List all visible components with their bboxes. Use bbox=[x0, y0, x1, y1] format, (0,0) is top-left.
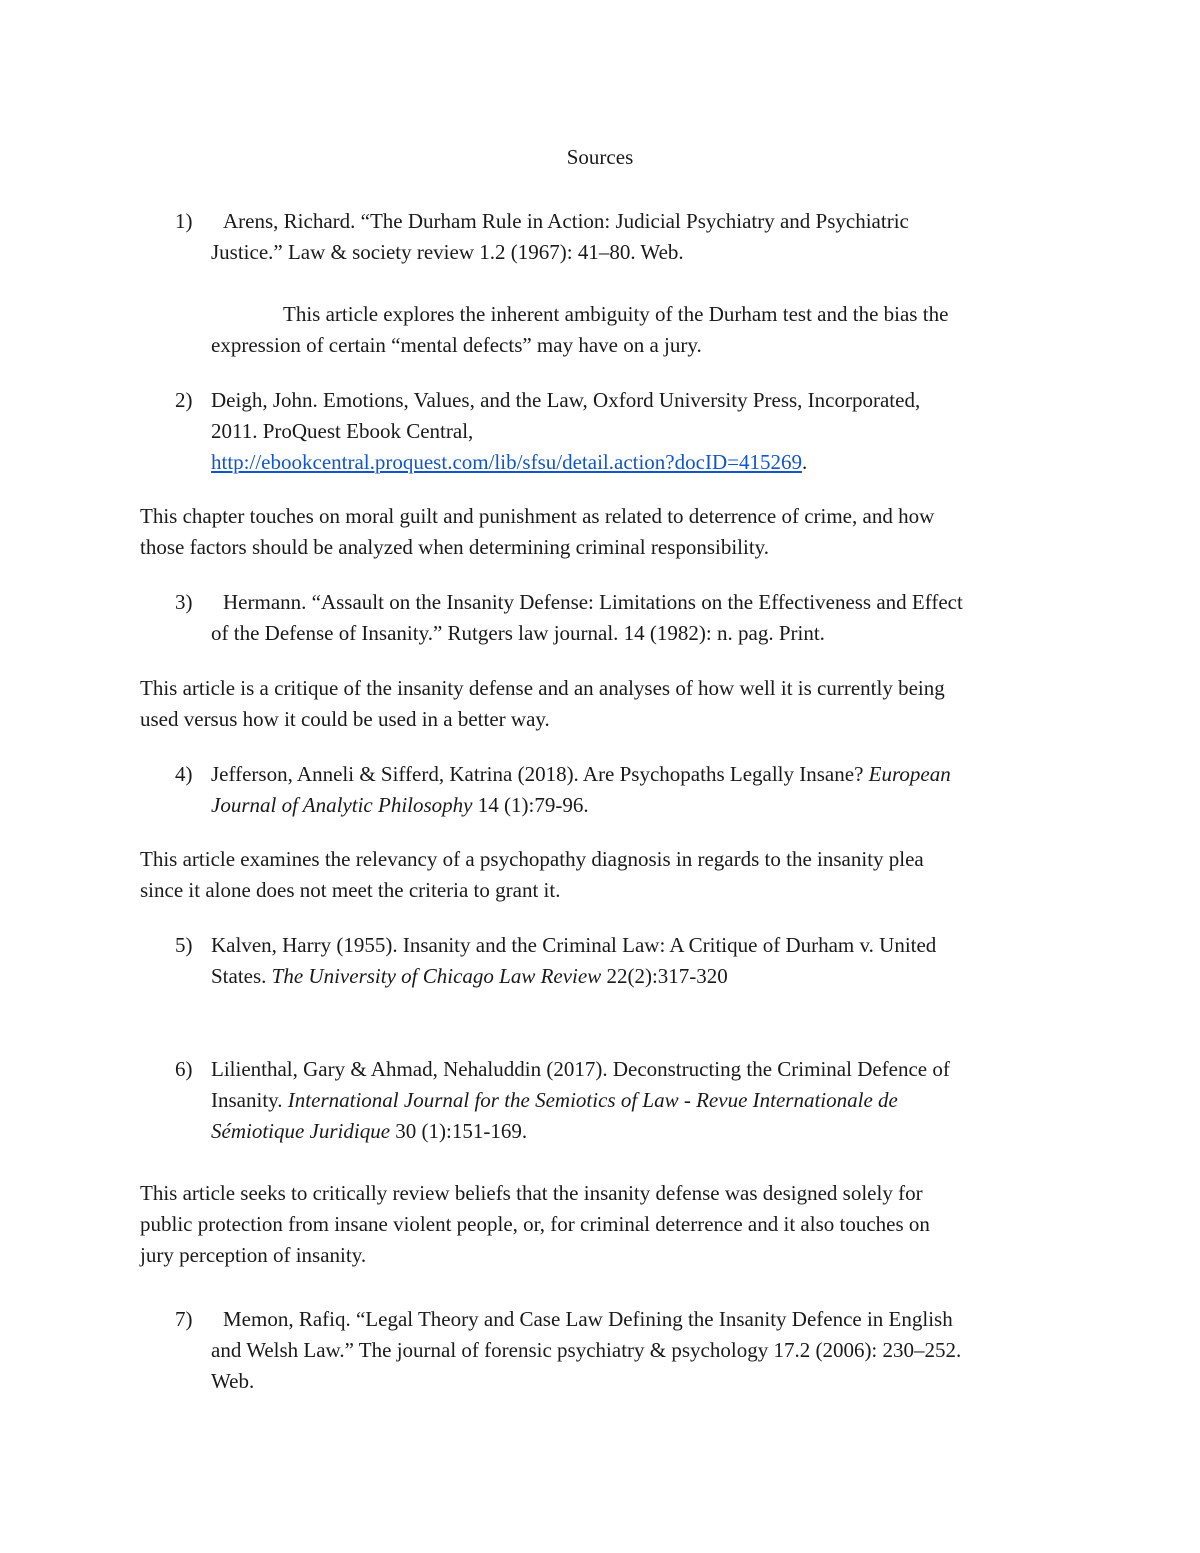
citation-line: Web. bbox=[211, 1369, 255, 1393]
link-suffix: . bbox=[801, 450, 808, 474]
citation-text: 22(2):317-320 bbox=[601, 964, 728, 988]
citation-line: Lilienthal, Gary & Ahmad, Nehaluddin (2017). Deconstructing the Criminal Defence of bbox=[211, 1057, 950, 1081]
annotation-line: This article seeks to critically review beliefs that the insanity defense was designed solely for bbox=[140, 1181, 923, 1205]
citation-text: 14 (1):79-96. bbox=[472, 793, 589, 817]
citation-line: Justice.” Law & society review 1.2 (1967): 41–80. Web. bbox=[211, 240, 684, 264]
annotation-line: those factors should be analyzed when determining criminal responsibility. bbox=[140, 535, 770, 559]
citation-line bbox=[211, 795, 589, 816]
citation-link-line bbox=[211, 452, 807, 473]
citation-line: Memon, Rafiq. “Legal Theory and Case Law Defining the Insanity Defence in English bbox=[223, 1307, 953, 1331]
citation-number: 4) bbox=[175, 762, 193, 786]
citation-text: Insanity. bbox=[211, 1088, 288, 1112]
citation-number: 5) bbox=[175, 933, 193, 957]
journal-title: European bbox=[868, 762, 951, 786]
citation-line: Hermann. “Assault on the Insanity Defense: Limitations on the Effectiveness and Effect bbox=[223, 590, 963, 614]
citation-number: 3) bbox=[175, 590, 193, 614]
annotation-line: public protection from insane violent people, or, for criminal deterrence and it also touches on bbox=[140, 1212, 930, 1236]
annotation-line: used versus how it could be used in a better way. bbox=[140, 707, 550, 731]
journal-title: The University of Chicago Law Review bbox=[271, 964, 602, 988]
citation-line bbox=[211, 966, 728, 987]
annotation-line: This article examines the relevancy of a psychopathy diagnosis in regards to the insanity plea bbox=[140, 847, 924, 871]
citation-line bbox=[211, 764, 951, 785]
citation-number: 6) bbox=[175, 1057, 193, 1081]
ebook-link[interactable]: http://ebookcentral.proquest.com/lib/sfsu/detail.action?docID=415269 bbox=[211, 450, 802, 474]
citation-text: 30 (1):151-169. bbox=[390, 1119, 528, 1143]
citation-line bbox=[211, 1090, 898, 1111]
citation-line bbox=[211, 1121, 527, 1142]
citation-text: Jefferson, Anneli & Sifferd, Katrina (2018). Are Psychopaths Legally Insane? bbox=[211, 762, 869, 786]
journal-title: Sémiotique Juridique bbox=[211, 1119, 391, 1143]
citation-text: States. bbox=[211, 964, 272, 988]
annotation-line: jury perception of insanity. bbox=[140, 1243, 367, 1267]
annotation-line: since it alone does not meet the criteria to grant it. bbox=[140, 878, 561, 902]
citation-number: 7) bbox=[175, 1307, 193, 1331]
page-title: Sources bbox=[566, 145, 634, 169]
annotation-line: This article is a critique of the insanity defense and an analyses of how well it is currently being bbox=[140, 676, 945, 700]
citation-line: and Welsh Law.” The journal of forensic psychiatry & psychology 17.2 (2006): 230–252. bbox=[211, 1338, 962, 1362]
journal-title: Journal of Analytic Philosophy bbox=[211, 793, 473, 817]
citation-line: Kalven, Harry (1955). Insanity and the Criminal Law: A Critique of Durham v. United bbox=[211, 933, 937, 957]
annotation-line: expression of certain “mental defects” may have on a jury. bbox=[211, 333, 702, 357]
annotation-line: This chapter touches on moral guilt and punishment as related to deterrence of crime, and how bbox=[140, 504, 935, 528]
citation-number: 2) bbox=[175, 388, 193, 412]
citation-line: Deigh, John. Emotions, Values, and the Law, Oxford University Press, Incorporated, bbox=[211, 388, 921, 412]
journal-title: International Journal for the Semiotics of Law - Revue Internationale de bbox=[287, 1088, 898, 1112]
annotation-line: This article explores the inherent ambiguity of the Durham test and the bias the bbox=[283, 302, 949, 326]
citation-line: Arens, Richard. “The Durham Rule in Action: Judicial Psychiatry and Psychiatric bbox=[223, 209, 909, 233]
citation-line: 2011. ProQuest Ebook Central, bbox=[211, 419, 474, 443]
citation-line: of the Defense of Insanity.” Rutgers law journal. 14 (1982): n. pag. Print. bbox=[211, 621, 825, 645]
citation-number: 1) bbox=[175, 209, 193, 233]
